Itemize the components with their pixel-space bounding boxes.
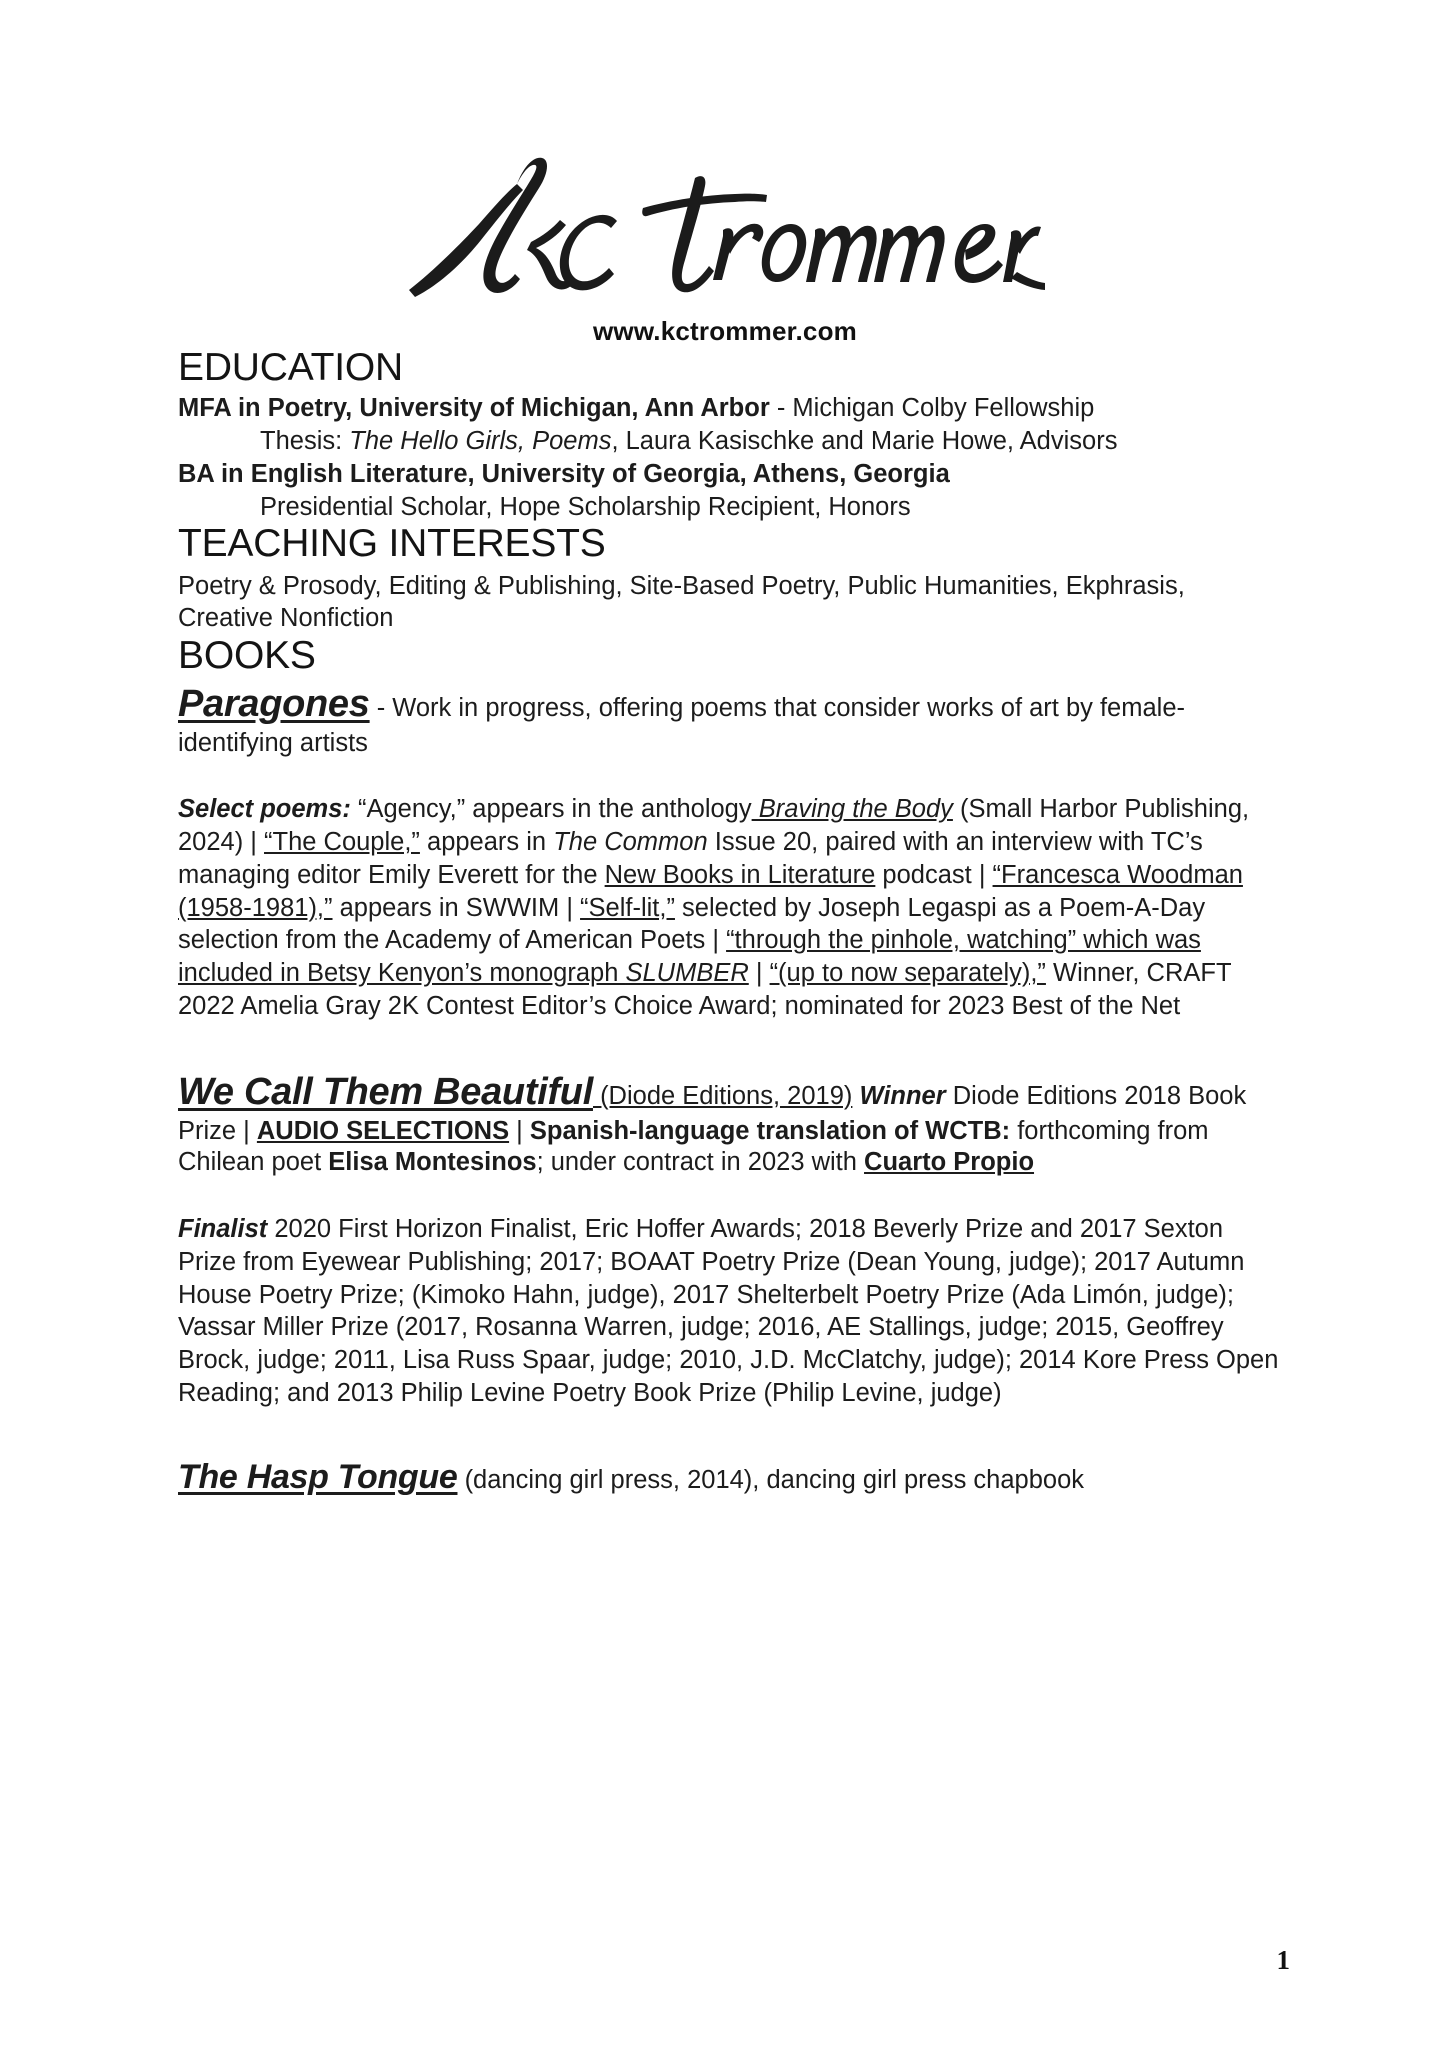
sp-13: selected by Joseph Legaspi as a Poem-A-Day selection from the Academy of American Poets |	[178, 893, 1206, 955]
site-url[interactable]: www.kctrommer.com	[593, 316, 857, 346]
section-heading-education: EDUCATION	[178, 346, 403, 389]
education-mfa-detail: - Michigan Colby Fellowship	[769, 394, 1095, 423]
wctb-audio-selections[interactable]: AUDIO SELECTIONS	[256, 1116, 510, 1145]
education-thesis-prefix: Thesis:	[260, 427, 350, 456]
wctb-3: |	[509, 1116, 530, 1145]
book-entry-paragones	[178, 681, 1280, 760]
sp-18: Winner, CRAFT 2022 Amelia Gray 2K Contest Editor’s Choice Award; nominated for 2023 Best of the Net	[178, 959, 1232, 1020]
book-paragones-tagline: - Work in progress, offering poems that consider works of art by female-identifying artists	[178, 693, 1185, 757]
monograph-slumber: SLUMBER	[625, 959, 749, 988]
hasp-detail: (dancing girl press, 2014), dancing girl press chapbook	[457, 1465, 1085, 1494]
page-number: 1	[1276, 1945, 1290, 1975]
poem-up-to-now-separately[interactable]: “(up to now separately),”	[769, 959, 1046, 988]
book-title-paragones: Paragones	[178, 682, 370, 725]
wctb-5: forthcoming from Chilean poet	[178, 1116, 1209, 1177]
book-entry-the-hasp-tongue	[178, 1456, 1280, 1498]
cv-content	[0, 347, 1450, 1498]
sp-9: podcast |	[875, 860, 993, 889]
section-heading-books: BOOKS	[178, 634, 316, 678]
wctb-1: Diode Editions 2018 Book Prize |	[178, 1081, 1247, 1145]
poem-self-lit[interactable]: “Self-lit,”	[580, 893, 675, 922]
sp-1: “Agency,” appears in the anthology	[350, 795, 752, 824]
wctb-translator-elisa-montesinos: Elisa Montesinos	[328, 1148, 537, 1177]
education-ba-detail: Presidential Scholar, Hope Scholarship Recipient, Honors	[260, 492, 911, 521]
wctb-publisher: (Diode Editions, 2019)	[592, 1081, 853, 1110]
podcast-new-books-in-literature[interactable]: New Books in Literature	[604, 860, 876, 889]
poem-the-couple[interactable]: “The Couple,”	[264, 828, 420, 857]
sp-5: appears in	[419, 828, 554, 857]
education-thesis-title: The Hello Girls, Poems	[349, 427, 612, 456]
finalist-body: 2020 First Horizon Finalist, Eric Hoffer Awards; 2018 Beverly Prize and 2017 Sexton Prize from Eyewear Publishing; 2017; BOAAT Poetry Prize (Dean Young, judge); 2017 Autumn House Poetry Prize; (Kimoko Hahn, judge), 2017 Shelterbelt Poetry Prize (Ada Limón, judge); Vassar Miller Prize (2017, Rosanna Warren, judge; 2016, AE Stallings, judge; 2015, Geoffrey Brock, judge; 2011, Lisa Russ Spaar, judge; 2010, J.D. McClatchy, judge); 2014 Kore Press Open Reading; and 2013 Philip Levine Poetry Book Prize (Philip Levine, judge)	[178, 1214, 1279, 1407]
select-poems-label: Select poems:	[178, 795, 351, 824]
paragones-select-poems	[178, 793, 1280, 1022]
section-heading-teaching-interests: TEACHING INTERESTS	[178, 522, 606, 566]
teaching-interests-body: Poetry & Prosody, Editing & Publishing, Site-Based Poetry, Public Humanities, Ekphrasis, Creative Nonfiction	[178, 571, 1185, 633]
sp-7: Issue 20, paired with an interview with TC’s managing editor Emily Everett for the	[178, 828, 1203, 889]
book-entry-we-call-them-beautiful	[178, 1069, 1280, 1179]
education-mfa-line	[178, 392, 1280, 425]
book-title-we-call-them-beautiful: We Call Them Beautiful	[178, 1070, 593, 1113]
finalist-label: Finalist	[178, 1214, 268, 1243]
wctb-7: ; under contract in 2023 with	[536, 1148, 865, 1177]
education-mfa-degree: MFA in Poetry, University of Michigan, Ann Arbor	[178, 394, 770, 423]
journal-the-common: The Common	[553, 828, 708, 857]
sp-3: (Small Harbor Publishing, 2024) |	[178, 795, 1250, 857]
anthology-braving-the-body: Braving the Body	[751, 795, 953, 824]
document-header	[0, 0, 1450, 347]
sp-11: appears in SWWIM |	[332, 893, 581, 922]
wctb-finalist-paragraph	[178, 1213, 1280, 1410]
wctb-spanish-translation: Spanish-language translation of WCTB:	[529, 1116, 1011, 1145]
wctb-press-cuarto-propio[interactable]: Cuarto Propio	[864, 1148, 1035, 1177]
wctb-winner-label: Winner	[852, 1081, 946, 1110]
education-thesis-line	[178, 425, 1280, 458]
sp-16: |	[748, 959, 770, 988]
education-ba-line	[178, 458, 1280, 491]
poem-through-the-pinhole[interactable]: “through the pinhole, watching” which was included in Betsy Kenyon’s monograph	[178, 926, 1201, 988]
kc-trommer-script-logo	[0, 150, 1450, 300]
education-ba-degree: BA in English Literature, University of Georgia, Athens, Georgia	[178, 459, 950, 488]
education-thesis-suffix: , Laura Kasischke and Marie Howe, Advisors	[611, 427, 1118, 456]
book-title-the-hasp-tongue: The Hasp Tongue	[178, 1457, 458, 1496]
poem-francesca-woodman[interactable]: “Francesca Woodman (1958-1981),”	[178, 860, 1243, 922]
